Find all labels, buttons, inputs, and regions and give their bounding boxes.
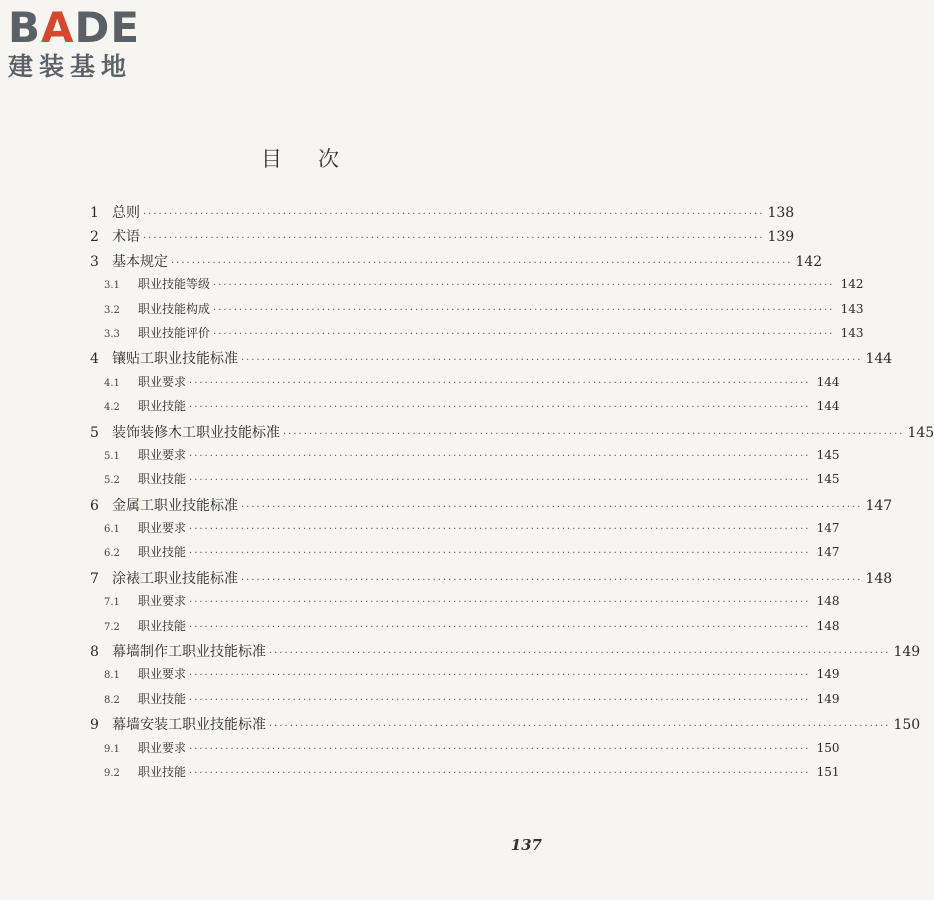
toc-entry[interactable] <box>88 470 840 494</box>
toc-entry-title: 幕墙制作工职业技能标准 <box>112 644 266 661</box>
toc-entry-title: 职业要求 <box>138 594 187 609</box>
toc-entry[interactable] <box>88 495 893 519</box>
toc-leader-dots: ························································································································ <box>189 524 811 536</box>
toc-entry-page: 144 <box>865 351 893 368</box>
toc-entry-title: 镶贴工职业技能标准 <box>112 351 238 368</box>
toc-leader-dots: ························································································································ <box>189 377 811 389</box>
toc-leader-dots: ························································································································ <box>189 548 811 560</box>
toc-entry-page: 143 <box>840 325 864 340</box>
toc-entry-number: 7.2 <box>104 621 120 633</box>
toc-entry-number: 8.2 <box>104 694 120 706</box>
toc-leader-dots: ························································································································ <box>213 328 835 340</box>
toc-entry-page: 142 <box>840 277 864 292</box>
toc-leader-dots: ························································································································ <box>189 694 811 706</box>
toc-entry-title: 职业要求 <box>138 447 187 462</box>
toc-entry[interactable] <box>88 202 795 226</box>
toc-entry[interactable] <box>88 739 840 763</box>
toc-entry-page: 145 <box>907 424 934 441</box>
logo-letter: D <box>74 3 111 52</box>
page-title: 目次 <box>261 147 375 171</box>
bade-logo <box>8 3 183 82</box>
toc-entry-page: 149 <box>893 644 921 661</box>
toc-entry[interactable] <box>88 446 840 470</box>
toc-entry-title: 职业技能等级 <box>138 277 211 292</box>
toc-entry[interactable] <box>88 348 893 372</box>
toc-entry-number: 3 <box>90 253 99 270</box>
toc-entry[interactable] <box>88 275 864 299</box>
toc-entry-number: 6.2 <box>104 548 120 560</box>
toc-entry-number: 6.1 <box>104 524 120 536</box>
logo-letter-accent: A <box>41 3 75 52</box>
toc-entry-number: 7 <box>90 570 99 587</box>
toc-entry[interactable] <box>88 324 864 348</box>
toc-entry-number: 4.1 <box>104 377 120 389</box>
toc-leader-dots: ························································································································ <box>189 621 811 633</box>
toc-leader-dots: ························································································································ <box>283 428 905 440</box>
toc-leader-dots: ························································································································ <box>213 280 835 292</box>
toc-entry-title: 职业要求 <box>138 740 187 755</box>
toc-entry[interactable] <box>88 373 840 397</box>
toc-entry-number: 1 <box>90 205 99 221</box>
toc-entry-number: 8 <box>90 644 99 661</box>
toc-leader-dots: ························································································································ <box>189 475 811 487</box>
toc-entry-number: 8.1 <box>104 670 120 682</box>
toc-entry-title: 职业技能 <box>138 764 187 779</box>
toc-entry-number: 5.1 <box>104 450 120 462</box>
toc-entry-number: 3.1 <box>104 280 120 292</box>
toc-entry-number: 2 <box>90 229 99 246</box>
toc-entry[interactable] <box>88 592 840 616</box>
toc-entry-number: 9.1 <box>104 743 120 755</box>
toc-entry[interactable] <box>88 251 823 275</box>
toc-entry-page: 150 <box>893 717 921 734</box>
toc-entry[interactable] <box>88 568 893 592</box>
toc-entry-title: 总则 <box>112 205 140 221</box>
toc-entry-title: 术语 <box>112 229 140 246</box>
table-of-contents <box>88 202 934 787</box>
toc-leader-dots: ························································································································ <box>269 721 891 733</box>
toc-entry-number: 5.2 <box>104 475 120 487</box>
logo-subtitle: 建装基地 <box>8 52 133 81</box>
toc-entry-number: 7.1 <box>104 597 120 609</box>
toc-entry[interactable] <box>88 543 840 567</box>
toc-leader-dots: ························································································································ <box>241 355 863 367</box>
toc-leader-dots: ························································································································ <box>189 597 811 609</box>
toc-entry-page: 147 <box>816 545 840 560</box>
toc-leader-dots: ························································································································ <box>189 450 811 462</box>
toc-entry-page: 149 <box>816 691 840 706</box>
toc-entry-title: 基本规定 <box>112 253 168 270</box>
toc-entry-page: 151 <box>816 764 840 779</box>
toc-entry[interactable] <box>88 665 840 689</box>
logo-wordmark <box>8 3 183 52</box>
toc-entry-number: 5 <box>90 424 99 441</box>
toc-leader-dots: ························································································································ <box>241 574 863 586</box>
toc-entry-title: 职业技能 <box>138 545 187 560</box>
toc-entry-page: 148 <box>816 594 840 609</box>
toc-leader-dots: ························································································································ <box>269 648 891 660</box>
toc-entry-page: 149 <box>816 667 840 682</box>
toc-entry-page: 148 <box>816 618 840 633</box>
toc-entry[interactable] <box>88 763 840 787</box>
toc-entry-page: 142 <box>795 253 823 270</box>
toc-entry[interactable] <box>88 519 840 543</box>
toc-entry-title: 职业技能 <box>138 472 187 487</box>
toc-entry-title: 职业技能构成 <box>138 301 211 316</box>
toc-leader-dots: ························································································································ <box>143 209 765 220</box>
toc-entry[interactable] <box>88 714 921 738</box>
toc-entry-page: 139 <box>767 229 795 246</box>
toc-entry[interactable] <box>88 617 840 641</box>
logo-letter: E <box>110 3 141 52</box>
toc-entry[interactable] <box>88 300 864 324</box>
toc-leader-dots: ························································································································ <box>189 767 811 779</box>
toc-entry-number: 9 <box>90 717 99 734</box>
toc-entry-page: 143 <box>840 301 864 316</box>
toc-entry-title: 幕墙安装工职业技能标准 <box>112 717 266 734</box>
toc-entry-number: 3.3 <box>104 328 120 340</box>
toc-entry[interactable] <box>88 422 934 446</box>
toc-entry-page: 148 <box>865 570 893 587</box>
toc-entry-title: 职业技能 <box>138 399 187 414</box>
toc-leader-dots: ························································································································ <box>171 257 793 269</box>
toc-entry-title: 职业要求 <box>138 667 187 682</box>
toc-entry-page: 144 <box>816 374 840 389</box>
toc-entry-number: 4.2 <box>104 402 120 414</box>
toc-entry-page: 145 <box>816 472 840 487</box>
toc-entry-title: 职业技能 <box>138 691 187 706</box>
toc-leader-dots: ························································································································ <box>189 743 811 755</box>
toc-entry-title: 职业技能 <box>138 618 187 633</box>
toc-entry[interactable] <box>88 397 840 421</box>
toc-entry-title: 涂裱工职业技能标准 <box>112 570 238 587</box>
toc-entry[interactable] <box>88 226 795 250</box>
toc-entry-page: 150 <box>816 740 840 755</box>
toc-entry-title: 装饰装修木工职业技能标准 <box>112 424 280 441</box>
toc-leader-dots: ························································································································ <box>213 304 835 316</box>
toc-entry-page: 147 <box>816 521 840 536</box>
toc-entry-page: 144 <box>816 399 840 414</box>
toc-leader-dots: ························································································································ <box>189 402 811 414</box>
logo-letter: B <box>8 3 42 52</box>
toc-entry-number: 9.2 <box>104 767 120 779</box>
toc-entry-title: 金属工职业技能标准 <box>112 497 238 514</box>
toc-entry[interactable] <box>88 690 840 714</box>
toc-entry-title: 职业技能评价 <box>138 325 211 340</box>
toc-entry-title: 职业要求 <box>138 374 187 389</box>
toc-entry-page: 138 <box>767 205 795 221</box>
page-number: 137 <box>510 836 542 854</box>
toc-entry-number: 3.2 <box>104 304 120 316</box>
toc-entry-title: 职业要求 <box>138 521 187 536</box>
toc-leader-dots: ························································································································ <box>241 501 863 513</box>
toc-leader-dots: ························································································································ <box>189 670 811 682</box>
toc-entry-page: 147 <box>865 497 893 514</box>
toc-entry[interactable] <box>88 641 921 665</box>
toc-entry-number: 4 <box>90 351 99 368</box>
toc-entry-page: 145 <box>816 447 840 462</box>
toc-leader-dots: ························································································································ <box>143 233 765 245</box>
toc-entry-number: 6 <box>90 497 99 514</box>
